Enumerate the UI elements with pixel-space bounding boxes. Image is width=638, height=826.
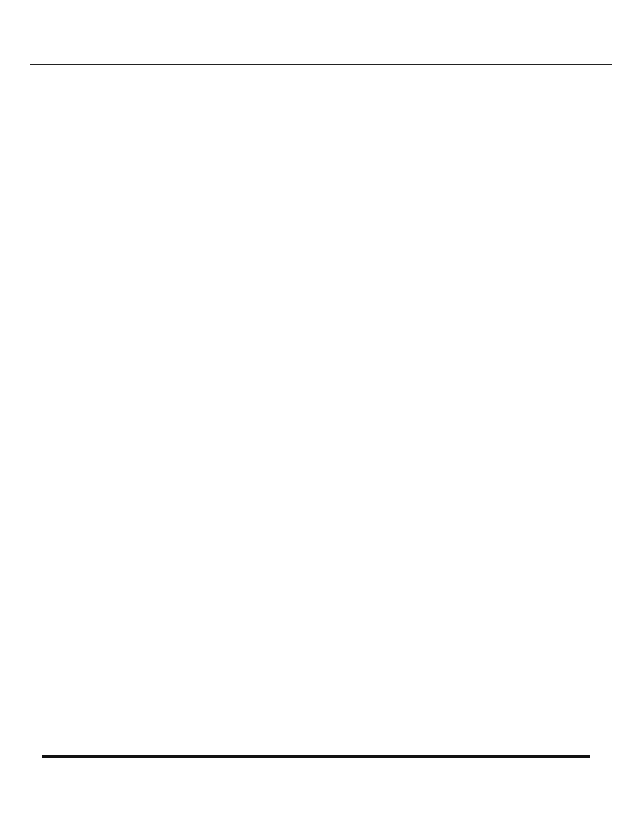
footer-rule bbox=[42, 755, 590, 758]
header-rule bbox=[30, 64, 612, 65]
